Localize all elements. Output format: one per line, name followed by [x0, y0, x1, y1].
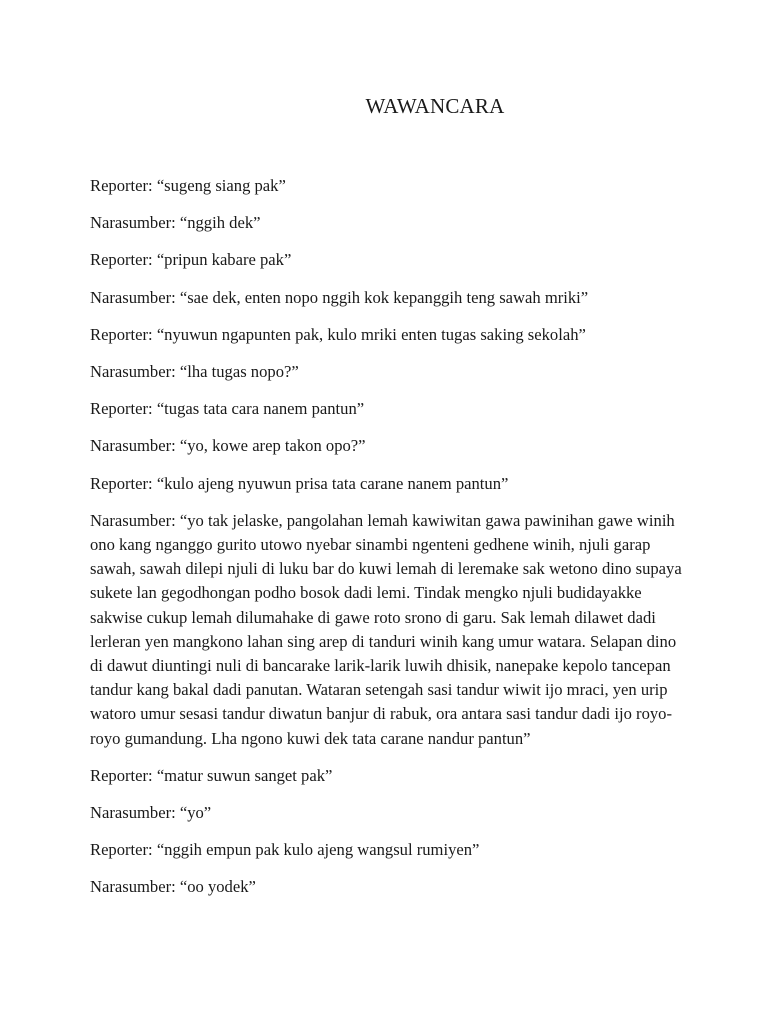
- dialogue-line: Reporter: “sugeng siang pak”: [90, 176, 286, 195]
- dialogue-line: Narasumber: “yo”: [90, 803, 212, 823]
- dialogue-paragraph: Narasumber: “yo tak jelaske, pangolahan lemah kawiwitan gawa pawinihan gawe winih ono kang nganggo gurito utowo nyebar sinambi ngenteni gedhene winih, njuli garap sawah, sawah dilepi njuli di luku bar do kuwi lemah di leremake sak wetono dino supaya sukete lan gegodhongan podho bosok dadi lemi. Tindak mengko njuli budidayakke sakwise cukup lemah dilumahake di gawe roto srono di garu. Sak lemah dilawet dadi lerleran yen mangkono lahan sing arep di tanduri winih kang umur watara. Selapan dino di dawut diuntingi nuli di bancarake larik-larik luwih dhisik, nanepake kepolo tancepan tandur kang bakal dadi panutan. Wataran setengah sasi tandur wiwit ijo mraci, yen urip watoro umur sesasi tandur diwatun banjur di rabuk, ora antara sasi tandur dadi ijo royo-royo gumandung. Lha ngono kuwi dek tata carane nandur pantun”: [90, 510, 682, 748]
- dialogue-line: Reporter: “nyuwun ngapunten pak, kulo mriki enten tugas saking sekolah”: [90, 324, 586, 344]
- dialogue-line: Reporter: “matur suwun sanget pak”: [90, 765, 333, 785]
- dialogue-line: Narasumber: “sae dek, enten nopo nggih kok kepanggih teng sawah mriki”: [90, 287, 589, 307]
- dialogue-line: Reporter: “nggih empun pak kulo ajeng wangsul rumiyen”: [90, 840, 480, 860]
- dialogue-line: Narasumber: “yo, kowe arep takon opo?”: [90, 436, 366, 456]
- document-title: WAWANCARA: [365, 94, 505, 118]
- dialogue-line: Narasumber: “oo yodek”: [90, 877, 256, 897]
- dialogue-line: Reporter: “kulo ajeng nyuwun prisa tata carane nanem pantun”: [90, 473, 509, 493]
- dialogue-line: Narasumber: “lha tugas nopo?”: [90, 362, 299, 382]
- dialogue-line: Narasumber: “nggih dek”: [90, 213, 261, 233]
- dialogue-line: Reporter: “tugas tata cara nanem pantun”: [90, 399, 365, 419]
- dialogue-line: Reporter: “pripun kabare pak”: [90, 250, 292, 270]
- interview-dialogue: [90, 174, 690, 913]
